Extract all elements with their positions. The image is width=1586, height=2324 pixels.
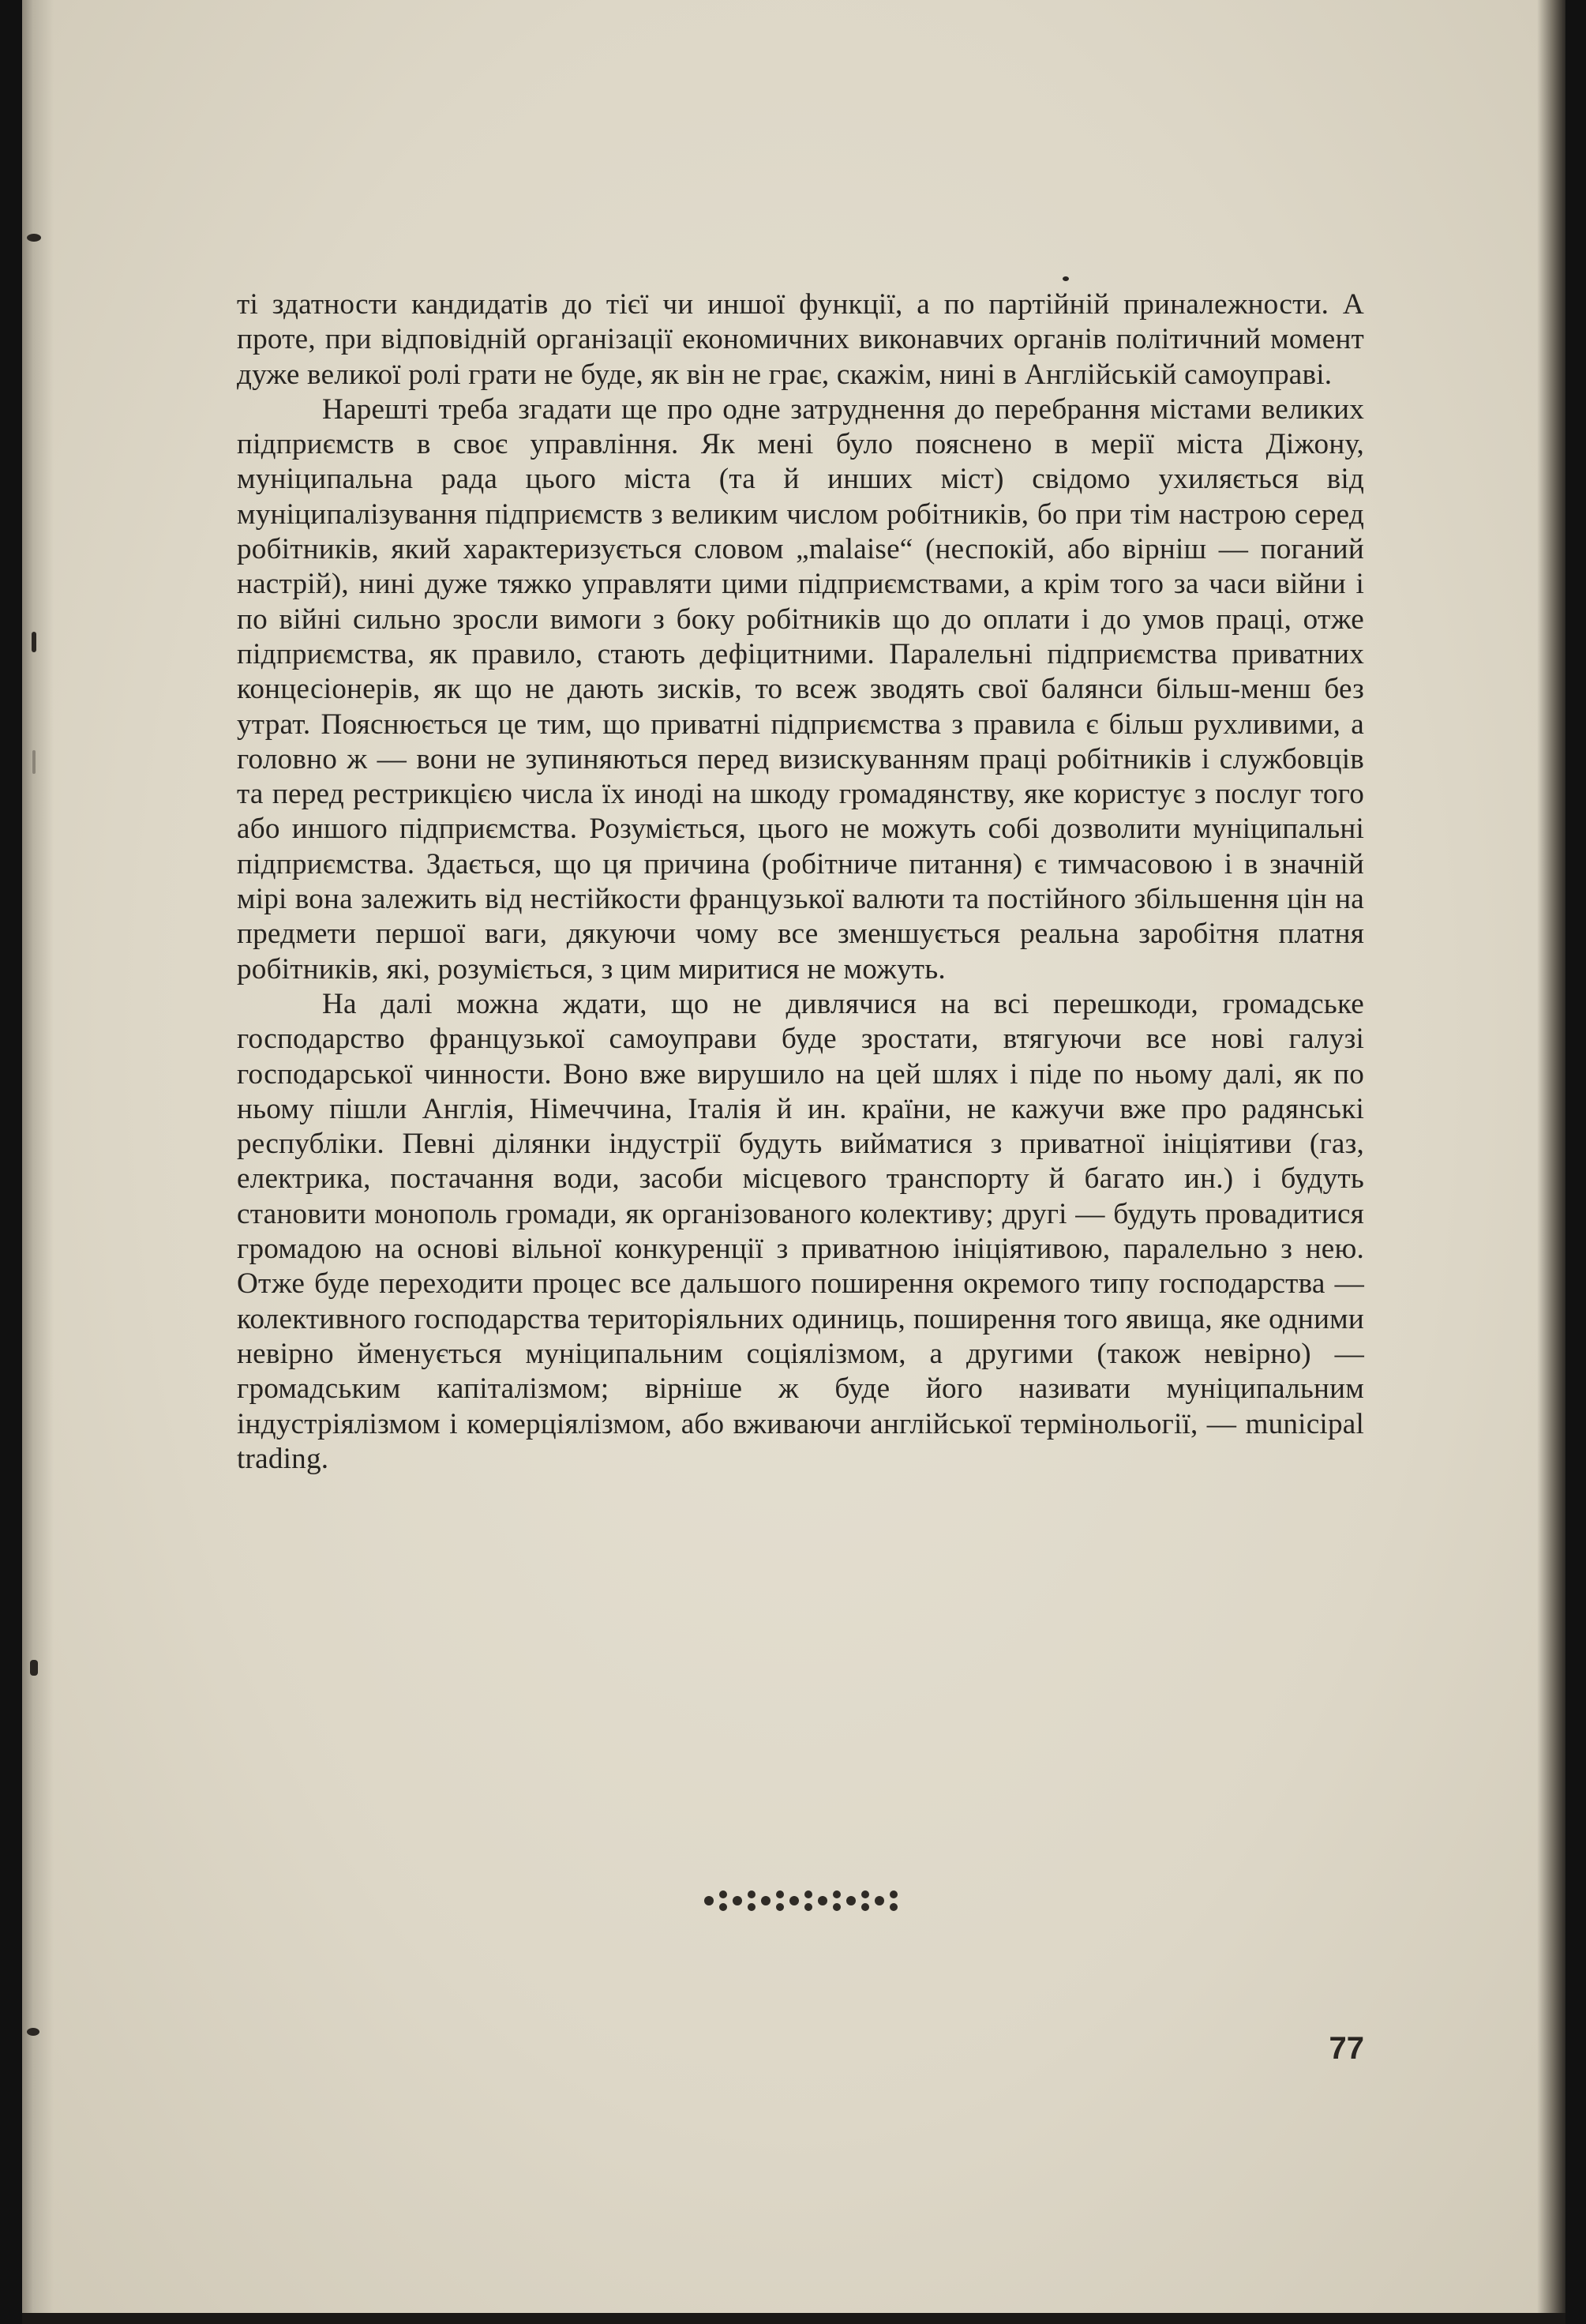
binding-mark bbox=[32, 632, 36, 652]
binding-mark bbox=[32, 750, 36, 774]
decorative-dots-ornament bbox=[701, 1883, 906, 1918]
body-text bbox=[237, 287, 1364, 1477]
paragraph-1: ті здатности кандидатів до тієї чи иншої функції, а по партійній приналежности. А проте, при відповідній організації економичних виконавчих органів політичний момент дуже великої ролі грати не буде, як він не грає, скажім, нині в Англійській самоуправі. bbox=[237, 288, 1364, 391]
paragraph-3: На далі можна ждати, що не дивлячися на всі перешкоди, громадське господарство французької самоуправи буде зростати, втягуючи все нові галузі господарської чинности. Воно вже вирушило на цей шлях і піде по ньому далі, як по ньому пішли Англія, Німеччина, Італія й ин. країни, не кажучи вже про радянські республіки. Певні ділянки індустрії будуть вийматися з приватної ініціятиви (газ, електрика, постачання води, засоби місцевого транспорту й багато ин.) і будуть становити монополь громади, як організованого колективу; другі — будуть провадитися громадою на основі вільної конкуренції з приватною ініціятивою, паралельно з нею. Отже буде переходити процес все дальшого поширення окремого типу господарства — колективного господарства територіяльних одиниць, поширення того явища, яке одними невірно йменується муніципальним соціялізмом, а другими (також невірно) — громадським капіталізмом; вірніше ж буде його називати муніципальним індустріялізмом і комерціялізмом, або вживаючи англійської термінольогії, — municipal trading. bbox=[237, 987, 1364, 1475]
binding-mark bbox=[27, 234, 41, 242]
binding-shadow bbox=[22, 0, 54, 2324]
paragraph-2: Нарешті треба згадати ще про одне затруднення до перебрання містами великих підприємств в своє управління. Як мені було пояснено в мерії міста Діжону, муніципальна рада цього міста (та й инших міст) свідомо ухиляється від муніципалізування підприємств з великим числом робітників, бо при тім настрою серед робітників, який характеризується словом „malaise“ (неспокій, або вірніш — поганий настрій), нині дуже тяжко управляти цими підприємствами, а крім того за часи війни і по війні сильно зросли вимоги з боку робітників що до оплати і до умов праці, отже підприємства, як правило, стають дефіцитними. Паралельні підприємства приватних концесіонерів, як що не дають зисків, то всеж зводять свої балянси більш-менш без утрат. Пояснюється це тим, що приватні підприємства з правила є більш рухливими, а головно ж — вони не зупиняються перед визискуванням праці робітників і службовців та перед рестрикцією числа їх иноді на шкоду громадянству, яке користує з послуг того або иншого підприємства. Розуміється, цього не можуть собі дозволити муніципальні підприємства. Здається, що ця причина (робітниче питання) є тимчасовою і в значній мірі вона залежить від нестійкости французької валюти та постійного збільшення цін на предмети першої ваги, дякуючи чому все зменшується реальна заробітня платня робітників, які, розуміється, з цим миритися не можуть. bbox=[237, 392, 1364, 986]
scanned-page bbox=[22, 0, 1565, 2324]
page-bottom-edge bbox=[22, 2313, 1565, 2324]
binding-mark bbox=[30, 1660, 38, 1676]
binding-mark bbox=[27, 2028, 39, 2036]
page-right-edge bbox=[1537, 0, 1565, 2324]
speck bbox=[1063, 276, 1069, 281]
page-number: 77 bbox=[1329, 2031, 1364, 2066]
